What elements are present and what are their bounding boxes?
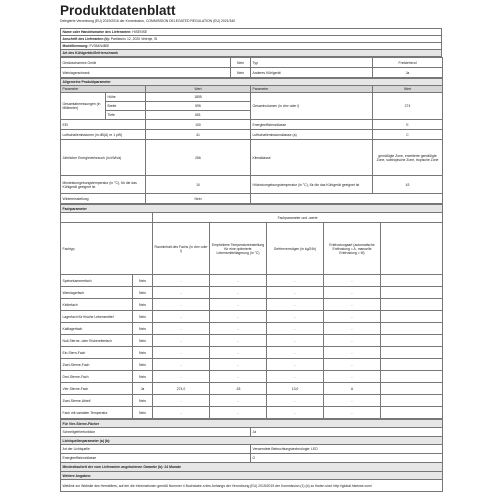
climate-class-label: Klimaklasse — [251, 140, 373, 176]
eei-value: 100 — [146, 120, 251, 130]
other-value: Ja — [373, 68, 443, 78]
climate-class-value: gemäßigte Zone, erweiterte gemäßigte Zone, subtropische Zone, tropische Zone — [373, 140, 443, 176]
noise-label: Luftschallemissionen (in dB(A) re 1 pW) — [61, 130, 146, 140]
compartment-defrost: - — [324, 371, 381, 383]
table-row — [61, 311, 443, 323]
light-type-value: Verwendete Beleuchtungstechnologie: LED — [251, 445, 443, 454]
height-value: 1855 — [146, 93, 251, 102]
energy-class-value: E — [373, 120, 443, 130]
col-compartment-volume: Rauminhalt des Fachs (in dm³ oder l) — [153, 223, 210, 275]
compartment-temp: - — [210, 395, 267, 407]
more-info-text: Weblink zur Website des Herstellers, auf der die Informationen gemäß Nummer 4 Buchstabe a des Anhangs der Verordnung (EU) 2019/2019 der Kommission (1) (b) zu finden sind: http://global.hisense.com/ — [61, 480, 443, 492]
compartment-defrost: - — [324, 359, 381, 371]
warranty-text: Mindestlaufzeit der vom Lieferanten angebotenen Garantie (b): 24 Monate — [61, 463, 443, 472]
compartment-freezing: - — [267, 407, 324, 419]
compartment-freezing: - — [267, 371, 324, 383]
compartment-present: Nein — [133, 311, 153, 323]
model-label: Modellkennung: — [62, 44, 89, 48]
table-row — [61, 383, 443, 395]
compartment-present: Nein — [133, 359, 153, 371]
compartment-present: Nein — [133, 335, 153, 347]
compartment-temp: - — [210, 311, 267, 323]
general-heading: Allgemeine Produktparameter — [61, 79, 443, 86]
empty-cell — [61, 213, 153, 223]
compartment-present: Ja — [133, 383, 153, 395]
quick-freeze-label: Schnellgefrierfunktion — [61, 428, 251, 437]
appliance-type-table — [60, 57, 443, 78]
max-temp-value: 43 — [373, 176, 443, 194]
compartments-table — [60, 204, 443, 419]
compartment-volume: - — [153, 323, 210, 335]
supplier-name-label: Name oder Handelsmarke des Lieferanten: — [62, 30, 132, 34]
compartment-temp: - — [210, 359, 267, 371]
empty-cell — [381, 223, 443, 275]
compartment-temp: - — [210, 323, 267, 335]
empty-cell — [381, 359, 443, 371]
compartment-temp: - — [210, 287, 267, 299]
compartment-defrost: A — [324, 383, 381, 395]
compartments-heading: Fachparameter — [61, 205, 443, 213]
empty-cell — [251, 194, 443, 204]
depth-value: 651 — [146, 111, 251, 120]
compartment-present: Nein — [133, 347, 153, 359]
compartment-name: Zwei-Sterne-Abteil — [61, 395, 133, 407]
depth-label: Tiefe — [106, 111, 146, 120]
compartment-volume: - — [153, 395, 210, 407]
compartment-temp: -18 — [210, 383, 267, 395]
general-params-table — [60, 78, 443, 204]
empty-cell — [381, 407, 443, 419]
empty-cell — [381, 299, 443, 311]
table-row — [61, 275, 443, 287]
compartment-defrost: - — [324, 287, 381, 299]
col-recommended-temp: Empfohlene Temperatureinstellung für eine optimierte Lebensmittellagerung (in °C) — [210, 223, 267, 275]
energy-class-label: Energieeffizienzklasse — [251, 120, 373, 130]
col-value-2: Wert — [373, 86, 443, 93]
compartment-defrost: - — [324, 395, 381, 407]
compartment-defrost: - — [324, 323, 381, 335]
col-value: Wert — [146, 86, 251, 93]
compartment-freezing: - — [267, 395, 324, 407]
compartment-freezing: - — [267, 275, 324, 287]
table-row — [61, 359, 443, 371]
volume-label: Gesamtvolumen (in dm³ oder l) — [251, 93, 373, 120]
table-row — [61, 407, 443, 419]
compartment-name: Vier-Sterne-Fach — [61, 383, 133, 395]
compartment-name: Weinlagerfach — [61, 287, 133, 299]
supplier-address-value: Partitaviro 12, 2020 Velenje, SI — [110, 37, 158, 41]
compartment-temp: - — [210, 335, 267, 347]
more-info-heading: Weitere Angaben: — [61, 472, 443, 480]
page-title: Produktdatenblatt — [60, 3, 176, 18]
compartment-temp: - — [210, 275, 267, 287]
wine-value: Nein — [231, 68, 251, 78]
datasheet-body — [60, 28, 442, 492]
appliance-type-heading: Art des Kühlgeräts/Gefrierschrank — [61, 50, 442, 57]
compartment-name: Zwei-Sterne-Fach — [61, 359, 133, 371]
compartment-present: Nein — [133, 299, 153, 311]
compartment-volume: - — [153, 407, 210, 419]
compartment-name: Ein-Stern-Fach — [61, 347, 133, 359]
design-label: Typ — [251, 58, 373, 68]
annual-energy-label: Jährlicher Energieverbrauch (in kWh/a) — [61, 140, 146, 176]
light-type-label: Art der Lichtquelle — [61, 445, 251, 454]
compartment-volume: - — [153, 335, 210, 347]
compartment-freezing: - — [267, 335, 324, 347]
empty-cell — [381, 335, 443, 347]
col-defrost-type: Entfrostungsart (automatische Entfrostung = A, manuelle Entfrostung = M) — [324, 223, 381, 275]
compartment-temp: - — [210, 407, 267, 419]
table-row — [61, 299, 443, 311]
compartment-freezing: - — [267, 299, 324, 311]
compartment-freezing: - — [267, 359, 324, 371]
empty-cell — [381, 275, 443, 287]
light-class-label: Energieeffizienzklasse — [61, 454, 251, 463]
compartment-freezing: - — [267, 323, 324, 335]
compartment-present: Nein — [133, 407, 153, 419]
noise-value: 41 — [146, 130, 251, 140]
design-value: Freistehend — [373, 58, 443, 68]
model-value: FV354N4BIE — [89, 44, 110, 48]
low-noise-label: Geräuscharmes Gerät — [61, 58, 231, 68]
table-row — [61, 323, 443, 335]
table-row — [61, 395, 443, 407]
compartment-freezing: 13,0 — [267, 383, 324, 395]
compartment-volume: - — [153, 299, 210, 311]
empty-cell — [381, 287, 443, 299]
max-temp-label: Höchstumgebungstemperatur (in °C), für die das Kühlgerät geeignet ist — [251, 176, 373, 194]
table-row — [61, 335, 443, 347]
compartment-name: Speisekammerfach — [61, 275, 133, 287]
four-star-heading: Für Vier-Sterne-Fächer — [61, 420, 443, 428]
winter-setting-label: Wintereinstellung — [61, 194, 146, 204]
light-heading: Lichtquellenparameter (a) (b): — [61, 437, 443, 445]
table-row — [61, 287, 443, 299]
compartment-freezing: - — [267, 287, 324, 299]
empty-cell — [381, 347, 443, 359]
col-parameter: Parameter — [61, 86, 146, 93]
compartment-defrost: - — [324, 275, 381, 287]
compartment-volume: - — [153, 311, 210, 323]
empty-cell — [381, 311, 443, 323]
compartment-name: Kaltlagerfach — [61, 323, 133, 335]
compartment-freezing: - — [267, 311, 324, 323]
compartment-rows — [61, 275, 443, 419]
compartment-defrost: - — [324, 335, 381, 347]
noise-class-value: C — [373, 130, 443, 140]
compartment-volume: - — [153, 359, 210, 371]
regulation-text: Delegierte Verordnung (EU) 2019/2016 der Kommission, COMMISSION DELEGATED REGULATION (EU) 2021/340 — [60, 19, 236, 23]
compartment-present: Nein — [133, 371, 153, 383]
compartment-volume: - — [153, 371, 210, 383]
light-class-value: G — [251, 454, 443, 463]
width-value: 595 — [146, 102, 251, 111]
compartment-name: Kellerfach — [61, 299, 133, 311]
empty-cell — [381, 395, 443, 407]
compartment-name: Null-Sterne- oder Eisbereiterfach — [61, 335, 133, 347]
supplier-table — [60, 28, 442, 57]
low-noise-value: Nein — [231, 58, 251, 68]
height-label: Höhe — [106, 93, 146, 102]
compartment-defrost: - — [324, 299, 381, 311]
eei-label: EEI — [61, 120, 146, 130]
min-temp-label: Mindestumgebungstemperatur (in °C), für die das Kühlgerät geeignet ist — [61, 176, 146, 194]
dimensions-label: Gesamtabmessungen (in Millimeter) — [61, 93, 106, 120]
compartment-defrost: - — [324, 311, 381, 323]
noise-class-label: Luftschallemissionsklasse (a) — [251, 130, 373, 140]
width-label: Breite — [106, 102, 146, 111]
col-compartment-type: Fachtyp — [61, 223, 153, 275]
footer-table — [60, 419, 443, 492]
compartment-temp: - — [210, 371, 267, 383]
compartment-volume: - — [153, 275, 210, 287]
compartment-temp: - — [210, 299, 267, 311]
supplier-name-value: HISENSE — [132, 30, 148, 34]
compartment-present: Nein — [133, 287, 153, 299]
compartment-volume: - — [153, 287, 210, 299]
other-label: Anderes Kühlgerät — [251, 68, 373, 78]
compartments-group-header: Fachparameter und -werte — [153, 213, 443, 223]
compartment-present: Nein — [133, 275, 153, 287]
min-temp-value: 10 — [146, 176, 251, 194]
volume-value: 274 — [373, 93, 443, 120]
empty-cell — [381, 371, 443, 383]
empty-cell — [381, 323, 443, 335]
compartment-defrost: - — [324, 407, 381, 419]
compartment-temp: - — [210, 347, 267, 359]
compartment-present: Nein — [133, 323, 153, 335]
quick-freeze-value: Ja — [251, 428, 443, 437]
compartment-defrost: - — [324, 347, 381, 359]
empty-cell — [381, 383, 443, 395]
compartment-present: Nein — [133, 395, 153, 407]
wine-label: Weinlagerschrank — [61, 68, 231, 78]
compartment-volume: - — [153, 347, 210, 359]
table-row — [61, 371, 443, 383]
col-freezing-capacity: Gefriervermögen (in kg/24h) — [267, 223, 324, 275]
compartment-name: Lagerfach für frische Lebensmittel — [61, 311, 133, 323]
compartment-volume: 274,0 — [153, 383, 210, 395]
col-parameter-2: Parameter — [251, 86, 373, 93]
compartment-freezing: - — [267, 347, 324, 359]
table-row — [61, 347, 443, 359]
annual-energy-value: 266 — [146, 140, 251, 176]
supplier-address-label: Anschrift des Lieferanten (b): — [62, 37, 110, 41]
winter-setting-value: Nein — [146, 194, 251, 204]
compartment-name: Drei-Sterne-Fach — [61, 371, 133, 383]
compartment-name: Fach mit variabler Temperatur — [61, 407, 133, 419]
